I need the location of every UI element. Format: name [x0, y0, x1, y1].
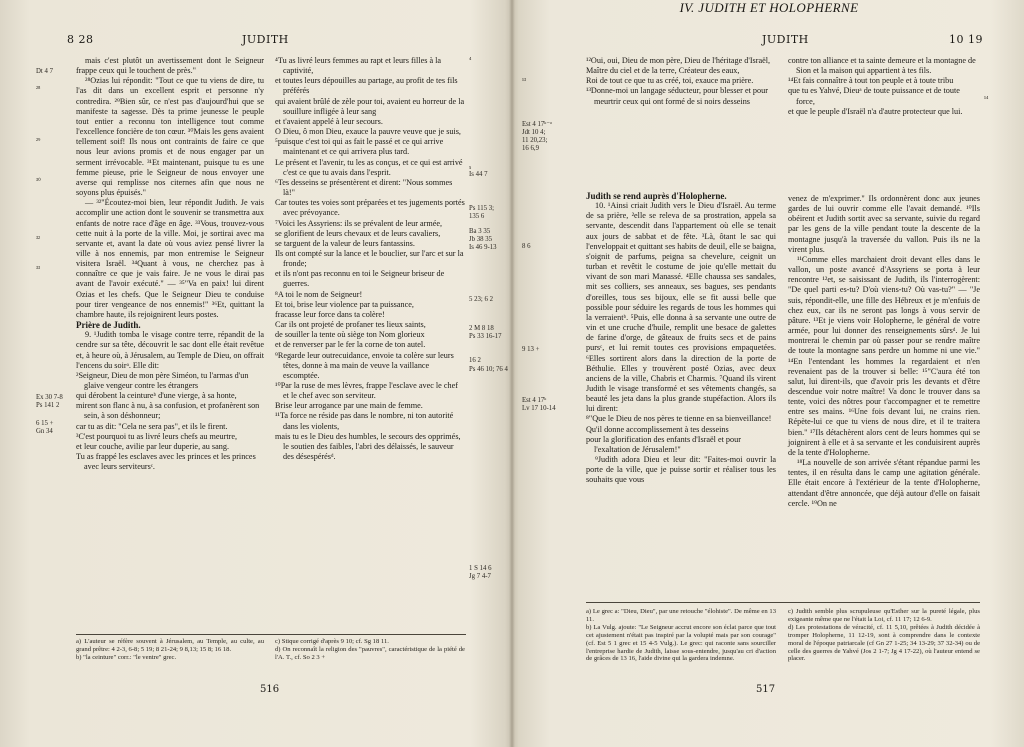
margin-reference: 9 13 +	[522, 346, 540, 353]
right-footnotes-2	[788, 608, 980, 663]
verse-line: et ils n'ont pas reconnu en toi le Seigneur briseur de guerres.	[275, 269, 445, 289]
verse-line: ⁷Voici les Assyriens: ils se prévalent de leur armée,	[275, 218, 443, 228]
paragraph: venez de m'exprimer." Ils ordonnèrent donc aux jeunes gardes de lui ouvrir comme elle l'avait demandé. ¹⁰Ils obéirent et Judith sortit avec sa servante, suivie du regard par les gens de la ville pendant toute la descente de la montagne jusqu'à la traversée du vallon. Puis ils ne la virent plus.	[788, 194, 980, 254]
verse-line: ⁸"Que le Dieu de nos pères te tienne en sa bienveillance!	[586, 414, 772, 424]
margin-reference: Ps 141 2	[36, 402, 60, 409]
verse-line: mais tu es le Dieu des humbles, le secours des opprimés, le soutien des faibles, l'abri des délaissés, le sauveur des désespérésᵈ.	[275, 431, 461, 462]
verse-line: et de renverser par le fer la corne de ton autel.	[275, 340, 426, 350]
verse-line: se glorifient de leurs chevaux et de leurs cavaliers,	[275, 228, 441, 238]
right-footnotes-1	[586, 608, 776, 663]
section-heading: Prière de Judith.	[76, 320, 141, 331]
verse-line: que tu es Yahvé, Dieuᵃ de toute puissance et de toute force,	[788, 86, 960, 106]
paragraph: mais c'est plutôt un avertissement dont le Seigneur frappe ceux qui le touchent de près."	[76, 56, 264, 76]
verse-line: mirent son flanc à nu, à sa confusion, et profanèrent son sein, à son déshonneur;	[76, 401, 260, 421]
verse-line: Car toutes tes voies sont préparées et tes jugements portés avec prévoyance.	[275, 198, 465, 218]
verse-line: ³C'est pourquoi tu as livré leurs chefs au meurtre,	[76, 431, 238, 441]
verse-line: fracasse leur force dans ta colère!	[275, 309, 385, 319]
verse-line: Ils ont compté sur la lance et le bouclier, sur l'arc et sur la fronde;	[275, 248, 464, 269]
margin-reference: 135 6	[469, 213, 485, 220]
margin-reference: Ps 33 16-17	[469, 333, 502, 340]
verse-line: et leur couche, avilie par leur duperie, au sang.	[76, 441, 229, 451]
paragraph: ¹⁸La nouvelle de son arrivée s'étant répandue parmi les tentes, il en résulta dans le camp une agitation générale. Elle était encore à l'extérieur de la tente d'Holopherne, attendant d'être annoncée, que déjà autour d'elle on faisait cercle. ¹⁹On ne	[788, 458, 980, 508]
left-footnotes-2	[275, 638, 465, 662]
paragraph: ²⁸Ozias lui répondit: "Tout ce que tu viens de dire, tu l'as dit dans un excellent esprit et personne n'y contredira. ²⁹Bien sûr, ce n'est pas d'aujourd'hui que se manifeste ta sagesse. Dès ta prime jeunesse le peuple tout entier a reconnu ton intelligence tout comme l'excellence foncière de ton cœur. ³⁰Mais les gens avaient tellement soif! Ils nous ont contraints de faire ce que nous leur avions promis et de nous engager par un serment irrévocable. ³¹Et maintenant, puisque tu es une femme pieuse, prie le Seigneur de nous envoyer une averse qui remplisse nos citernes afin que nous ne soyons plus épuisés."	[76, 76, 264, 198]
footnote-d: d) On reconnaît la religion des "pauvres", caractéristique de la piété de l'A. T., cf. So 2 3 +	[275, 645, 465, 661]
footnote-b: b) "la ceinture" corr.: "le ventre" grec.	[76, 653, 177, 661]
left-page-number: 516	[260, 684, 280, 695]
paragraph: ¹¹Comme elles marchaient droit devant elles dans le vallon, un poste avancé d'Assyriens se porta à leur rencontre ¹²et, se saisissant de Judith, ils l'interrogèrent: "De quel parti es-tu? D'où viens-tu? Où vas-tu?" — "Je suis, répondit-elle, une fille des Hébreux et je m'enfuis de chez eux, car ils ne seront pas longs à vous servir de pâture. ¹³Et je viens voir Holopherne, le général de votre armée, pour lui donner des renseignements sûrsᵈ. Je lui montrerai le chemin par où passer pour se rendre maître de toute la montagne sans perdre un homme ni une vie." ¹⁴En l'entendant les hommes la regardaient et n'en revenaient pas de la trouver si belle: ¹⁵"C'aura été ton salut, lui dirent-ils, que d'avoir pris les devants et d'être descendue voir notre maître! Va donc le trouver dans sa tente, voici des nôtres pour t'accompagner et te remettre entre ses mains. ¹⁶Une fois devant lui, ne crains rien. Répète-lui ce que tu viens de nous dire, et il te traitera bien." ¹⁷Ils détachèrent alors cent de leurs hommes qui se joignirent à elle et à sa servante et les conduisirent auprès de la tente d'Holopherne.	[788, 254, 980, 457]
footnote-a: a) L'auteur se réfère souvent à Jérusalem, au Temple, au culte, au grand prêtre: 4 2-3, 6-8; 5 19; 8 21-24; 9 8,13; 15 8; 16 18.	[76, 638, 264, 653]
section-title: IV. JUDITH ET HOLOPHERNE	[679, 0, 859, 15]
margin-reference: Jb 38 35	[469, 236, 493, 243]
verse-line: Brise leur arrogance par une main de femme.	[275, 401, 423, 411]
verse-line: se targuent de la valeur de leurs fantassins.	[275, 238, 415, 248]
margin-reference: Gn 34	[36, 428, 53, 435]
margin-reference: ⁴	[469, 57, 472, 64]
verse-line: Maître du ciel et de la terre, Créateur des eaux,	[586, 66, 740, 76]
verse-line: qui dérobent la ceintureᵇ d'une vierge, à sa honte,	[76, 391, 237, 401]
margin-reference: 8 6	[522, 243, 531, 250]
footnote-b: b) La Vulg. ajoute: "Le Seigneur accrut encore son éclat parce que tout cet ajustement n'était pas inspiré par la volupté mais par son courage" (cf. Est 5 1 grec et 15 4-5 Vulg.). Le grec: qui raconte sans sourciller l'entreprise hardie de Judith, laisse sous-entendre, jusqu'au cri d'action de grâces de 13 16, l'aide divine qui la gardera indemne.	[586, 623, 776, 663]
margin-reference: 2 M 8 18	[469, 325, 494, 332]
verse-line: pour la glorification des enfants d'Israël et pour l'exaltation de Jérusalem!"	[586, 434, 741, 454]
margin-reference: 1 S 14 6	[469, 565, 492, 572]
left-footnote-rule	[76, 634, 466, 635]
right-column-2	[788, 194, 980, 509]
margin-reference: 6 15 +	[36, 420, 54, 427]
margin-reference: Lv 17 10-14	[522, 405, 556, 412]
margin-reference: 5 23; 6 2	[469, 296, 493, 303]
right-footnote-rule	[586, 602, 980, 603]
margin-reference: ³⁰	[36, 178, 41, 185]
margin-reference: ¹³	[522, 78, 527, 85]
footnote-c: c) Judith semble plus scrupuleuse qu'Esther sur la pureté légale, plus exigeante même que ne l'était la Loi, cf. 11 17; 12 6-9.	[788, 608, 980, 623]
margin-reference: ⁵	[469, 166, 472, 173]
verse-line: O Dieu, ô mon Dieu, exauce la pauvre veuve que je suis,	[275, 127, 461, 137]
verse-line: et que le peuple d'Israël n'a d'autre protecteur que lui.	[788, 106, 963, 116]
margin-reference: Est 4 17ᵏ	[522, 397, 547, 404]
margin-reference: ³²	[36, 236, 41, 243]
left-running-title: JUDITH	[242, 33, 289, 46]
verse-line: ¹⁰Par la ruse de mes lèvres, frappe l'esclave avec le chef et le chef avec son serviteur.	[275, 381, 458, 401]
verse-line: qui avaient brûlé de zèle pour toi, avaient eu horreur de la souillure infligée à leur sang	[275, 96, 465, 116]
verse-line: ¹⁴Et fais connaître à tout ton peuple et à toute tribu	[788, 76, 954, 86]
left-running-number: 8 28	[67, 33, 94, 46]
paragraph: ⁹Judith adora Dieu et leur dit: "Faites-moi ouvrir la porte de la ville, que je puisse sortir et réaliser tous les souhaits que vous	[586, 455, 776, 485]
verse-line: Roi de tout ce que tu as créé, toi, exauce ma prière.	[586, 76, 754, 86]
paragraph: 9. ¹Judith tomba le visage contre terre, répandit de la cendre sur sa tête, découvrit le sac dont elle était revêtue et, à heure où, à Jérusalem, au Temple de Dieu, on offrait l'encens du soirᵃ. Elle dit:	[76, 330, 264, 370]
verse-line: ²Seigneur, Dieu de mon père Siméon, tu l'armas d'un glaive vengeur contre les étrangers	[76, 370, 249, 390]
margin-reference: Is 44 7	[469, 171, 488, 178]
verse-line: et toutes leurs dépouilles au partage, au profit de tes fils préférés	[275, 76, 458, 96]
left-page	[0, 0, 510, 747]
margin-reference: Jdt 10 4;	[522, 129, 546, 136]
right-page	[514, 0, 1024, 747]
margin-reference: Dt 4 7	[36, 68, 53, 75]
left-column-1	[76, 56, 264, 472]
verse-line: Le présent et l'avenir, tu les as conçus, et ce qui est arrivé c'est ce que tu avais dans l'esprit.	[275, 157, 463, 177]
margin-reference: 11 20,23;	[522, 137, 548, 144]
right-running-number: 10 19	[949, 33, 983, 46]
margin-reference: ²⁹	[36, 138, 41, 145]
paragraph: — ³²"Écoutez-moi bien, leur répondit Judith. Je vais accomplir une action dont le souvenir se transmettra aux enfants de notre race d'âge en âge. ³³Vous, trouvez-vous cette nuit à la porte de la ville. Moi, je sortirai avec ma servante et, avant la date où vous aviez pensé livrer la ville à nos ennemis, par mon entremise le Seigneur visitera Israël. ³⁴Quant à vous, ne cherchez pas à connaître ce que je vais faire. Je ne vous le dirai pas avant de l'avoir exécuté." — ³⁵"Va en paix! lui dirent Ozias et les chefs. Que le Seigneur Dieu te conduise pour tirer vengeance de nos ennemis!" ³⁶Et, quittant la chambre haute, ils rejoignirent leurs postes.	[76, 198, 264, 319]
right-column-1	[586, 191, 776, 486]
verse-line: ⁴Tu as livré leurs femmes au rapt et leurs filles à la captivité,	[275, 56, 442, 76]
margin-reference: ²⁸	[36, 86, 41, 93]
margin-reference: 16 6,9	[522, 145, 539, 152]
verse-line: ⁹Regarde leur outrecuidance, envoie ta colère sur leurs têtes, donne à ma main de veuve la vaillance escomptée.	[275, 350, 454, 380]
verse-line: Tu as frappé les esclaves avec les princes et les princes avec leurs serviteursᶜ.	[76, 452, 256, 472]
margin-reference: 16 2	[469, 357, 481, 364]
footnote-c: c) Stique corrigé d'après 9 10; cf. Sg 18 11.	[275, 638, 389, 645]
verse-line: Et toi, brise leur violence par ta puissance,	[275, 299, 414, 309]
right-running-title: JUDITH	[762, 33, 809, 46]
margin-reference: Ex 30 7-8	[36, 394, 63, 401]
verse-line: ⁸A toi le nom de Seigneur!	[275, 289, 363, 299]
verse-line: ⁵puisque c'est toi qui as fait le passé et ce qui arrive maintenant et ce qui arrivera plus tard.	[275, 137, 444, 157]
verse-line: Car ils ont projeté de profaner tes lieux saints,	[275, 320, 426, 330]
margin-reference: Est 4 17ᵏ⁻ᵃ	[522, 121, 552, 128]
footnote-a: a) Le grec a: "Dieu, Dieu", par une retouche "élohiste". De même en 13 11.	[586, 608, 776, 623]
verse-line: ⁶Tes desseins se présentèrent et dirent: "Nous sommes là!"	[275, 177, 453, 198]
right-column-1-poem	[586, 56, 776, 107]
verse-line: et t'avaient appelé à leur secours.	[275, 116, 383, 126]
verse-line: ¹¹Ta force ne réside pas dans le nombre, ni ton autorité dans les violents,	[275, 411, 454, 431]
margin-reference: Ps 46 10; 76 4	[469, 366, 508, 373]
margin-reference: Ba 3 35	[469, 228, 491, 235]
verse-line: car tu as dit: "Cela ne sera pas", et ils le firent.	[76, 421, 228, 431]
paragraph: 10. ¹Ainsi criait Judith vers le Dieu d'Israël. Au terme de sa prière, ²elle se releva de sa prostration, appela sa servante, descendit dans l'appartement où elle se tenait aux jours de sabbat et de fête. ³Là, ôtant le sac qui l'enveloppait et quittant ses habits de deuil, elle se baigna, s'oignit de parfums, peigna sa chevelure, ceignit un turban et revêtit le costume de joie qu'elle mettait du vivant de son mari Manassé. ⁴Elle chaussa ses sandales, mit ses colliers, ses anneaux, ses bagues, ses pendants d'oreilles, tous ses bijoux, elle se fit aussi belle que possible pour séduire les regards de tous les hommes qui la verraientᵇ. ⁵Puis, elle donna à sa servante une outre de vin et une cruche d'huile, remplit une besace de galettes de farine d'orge, de gâteaux de fruits secs et de pains pursᶜ, et lui remit toutes ces provisions empaquetées. ⁶Elles sortirent alors dans la direction de la porte de Béthulie. Elles y trouvèrent posté Ozias, avec deux anciens de la ville, Chabris et Charmis. ⁷Quand ils virent Judith le visage transformé et ses vêtements changés, sa beauté les jeta dans la plus grande stupéfaction. Alors ils lui dirent:	[586, 201, 776, 414]
margin-reference: ¹⁴	[984, 96, 989, 103]
left-column-2	[275, 56, 465, 462]
margin-reference: Is 46 9-13	[469, 244, 497, 251]
margin-reference: ³³	[36, 266, 41, 273]
margin-reference: Jg 7 4-7	[469, 573, 491, 580]
verse-line: Qu'il donne accomplissement à tes desseins	[586, 424, 729, 434]
left-footnotes-1	[76, 638, 264, 662]
right-page-number: 517	[756, 684, 776, 695]
verse-line: de souiller la tente où siège ton Nom glorieux	[275, 330, 425, 340]
section-heading: Judith se rend auprès d'Holopherne.	[586, 191, 727, 201]
verse-line: ¹²Oui, oui, Dieu de mon père, Dieu de l'héritage d'Israël,	[586, 56, 771, 65]
margin-reference: Ps 115 3;	[469, 205, 495, 212]
verse-line: ¹³Donne-moi un langage séducteur, pour blesser et pour meurtrir ceux qui ont formé de si noirs desseins	[586, 86, 768, 106]
verse-line: contre ton alliance et ta sainte demeure et la montagne de Sion et la maison qui appartient à tes fils.	[788, 56, 976, 76]
right-column-2-poem	[788, 56, 980, 117]
footnote-d: d) Les protestations de véracité, cf. 11 5,10, prêtées à Judith décidée à tromper Holopherne, 11 12-19, sont à comprendre dans le contexte moral de l'époque patriarcale (cf Gn 27 1-25; 34 13-29; 37 32-34) ou de celle des guerres de Yahvé (Jos 2 1-7; Jg 4 17-22), où l'auteur entend se placer.	[788, 623, 980, 663]
